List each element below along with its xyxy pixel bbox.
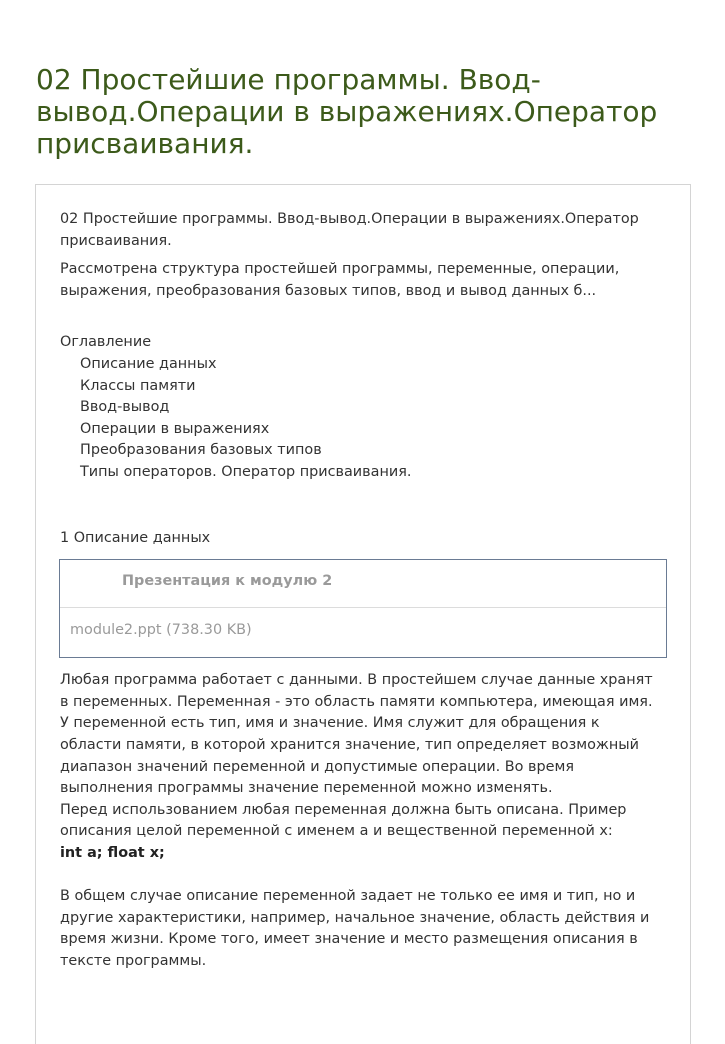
paragraph: Перед использованием любая переменная должна быть описана. Пример описания целой переменной с именем a и вещественной переменной x:	[60, 801, 627, 840]
toc-item-input-output[interactable]: Ввод-вывод	[80, 399, 170, 416]
article-content	[60, 209, 660, 972]
toc-item-type-conversions[interactable]: Преобразования базовых типов	[80, 442, 322, 459]
toc-item-data-description[interactable]: Описание данных	[80, 355, 217, 372]
section-heading: 1 Описание данных	[60, 529, 211, 546]
intro-title: 02 Простейшие программы. Ввод-вывод.Операции в выражениях.Оператор присваивания.	[60, 211, 639, 249]
intro-summary: Рассмотрена структура простейшей программы, переменные, операции, выражения, преобразования базовых типов, ввод и вывод данных б...	[60, 261, 620, 299]
page-title: 02 Простейшие программы. Ввод-вывод.Операции в выражениях.Оператор присваивания.	[36, 63, 658, 160]
paragraph: В общем случае описание переменной задает не только ее имя и тип, но и другие характеристики, например, начальное значение, область действия и время жизни. Кроме того, имеет значение и место размещения описания в тексте программы.	[60, 888, 650, 969]
content-card	[35, 184, 691, 1044]
toc-heading: Оглавление	[60, 334, 152, 351]
paragraph: Любая программа работает с данными. В простейшем случае данные хранят в переменных. Переменная - это область памяти компьютера, имеющая имя. У переменной есть тип, имя и значение. Имя служит для обращения к области памяти, в которой хранится значение, тип определяет возможный диапазон значений переменной и допустимые операции. Во время выполнения программы значение переменной можно изменять.	[60, 672, 653, 797]
code-sample: int a; float x;	[60, 844, 165, 861]
toc-item-memory-classes[interactable]: Классы памяти	[80, 377, 196, 394]
toc-item-expression-operations[interactable]: Операции в выражениях	[80, 420, 270, 437]
attachment-divider	[60, 607, 666, 608]
toc-item-operator-types[interactable]: Типы операторов. Оператор присваивания.	[80, 463, 412, 480]
section-body	[60, 670, 660, 972]
spacer	[60, 864, 660, 886]
attachment-title: Презентация к модулю 2	[122, 573, 333, 590]
attachment-box	[59, 559, 667, 658]
attachment-file-link[interactable]: module2.ppt (738.30 KB)	[70, 622, 252, 639]
table-of-contents	[60, 332, 660, 483]
